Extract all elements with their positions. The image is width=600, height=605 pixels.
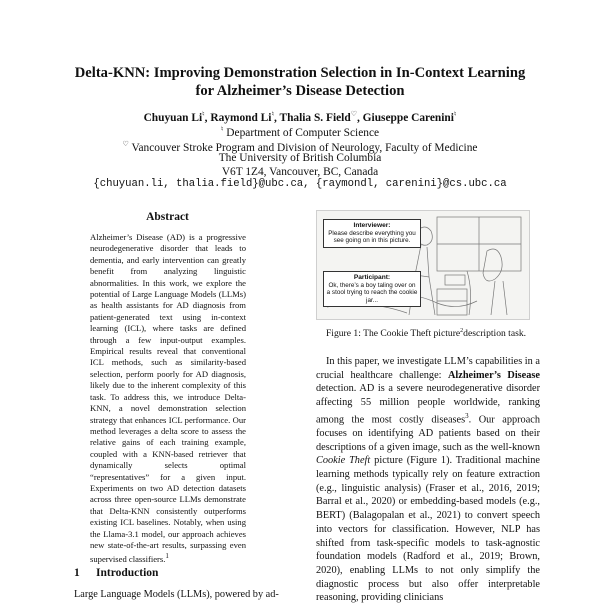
body-paragraph	[316, 355, 540, 605]
author-sep: ,	[204, 111, 211, 124]
title-line-2: for Alzheimer’s Disease Detection	[195, 83, 405, 99]
abstract-heading: Abstract	[146, 211, 189, 223]
body-bold-text: Alzheimer’s Disease	[447, 369, 540, 381]
interviewer-label: Interviewer:	[353, 222, 391, 229]
author-name: Chuyuan Li	[143, 111, 203, 124]
affiliation-line-4: V6T 1Z4, Vancouver, BC, Canada	[221, 166, 379, 178]
caption-text-end: description task.	[463, 328, 527, 340]
author-name: Raymond Li	[210, 111, 272, 124]
body-italic-text: Cookie Theft	[316, 455, 371, 467]
affiliation-text: Department of Computer Science	[226, 126, 380, 139]
author-sep: ,	[273, 111, 280, 124]
section-number: 1	[74, 567, 80, 579]
interviewer-text: Please describe everything you see going on in this picture.	[328, 229, 416, 245]
author-mark: ♮	[271, 110, 274, 118]
cookie-theft-figure	[316, 210, 530, 320]
abstract-body	[90, 232, 246, 566]
body-text: . Our approach focuses on identifying AD patients based on their descriptions of a given image, such as the well-known	[316, 414, 540, 453]
introduction-text: Large Language Models (LLMs), powered by ad-	[74, 589, 279, 600]
affiliation-text: Vancouver Stroke Program and Division of Neurology, Faculty of Medicine	[131, 141, 478, 154]
author-mark: ♮	[453, 110, 457, 118]
affiliation-mark: ♮	[220, 125, 224, 133]
author-mark: ♮	[202, 110, 205, 118]
section-title: Introduction	[96, 567, 159, 579]
participant-text: Ok, there’s a boy taling over on a stool trying to reach the cookie jar...	[326, 281, 418, 304]
author-sep: ,	[356, 111, 363, 124]
body-text: In this paper, we investigate LLM’s capabilities in a crucial healthcare challenge:	[316, 356, 540, 381]
caption-text: Figure 1: The Cookie Theft picture	[325, 328, 461, 340]
interviewer-bubble	[323, 219, 421, 248]
footnote-mark: 2	[460, 328, 464, 334]
title-line-1: Delta-KNN: Improving Demonstration Selection in In-Context Learning	[74, 65, 526, 81]
paper-title	[40, 64, 560, 100]
author-name: Giuseppe Carenini	[362, 111, 454, 124]
affiliation-line-3: The University of British Columbia	[218, 152, 382, 164]
section-heading-introduction	[74, 567, 158, 579]
footnote-mark: 1	[165, 552, 169, 561]
author-emails: {chuyuan.li, thalia.field}@ubc.ca, {raymondl, carenini}@cs.ubc.ca	[93, 178, 507, 190]
participant-bubble	[323, 271, 421, 307]
participant-label: Participant:	[353, 274, 391, 281]
author-mark: ♡	[350, 110, 357, 118]
abstract-text: Alzheimer’s Disease (AD) is a progressive neurodegenerative disorder that leads to dementia, and early intervention can greatly benefit from analyzing linguistic abnormalities. In this work, we explore the potential of Large Language Models (LLMs) as health assistants for AD diagnosis from patient-generated text using in-context learning (ICL), where tasks are defined through a few input-output examples. Empirical results reveal that conventional ICL methods, such as similarity-based selection, perform poorly for AD diagnosis, likely due to the inherent complexity of this task. To address this, we introduce Delta-KNN, a novel demonstration selection strategy that enhances ICL performance. Our method leverages a delta score to assess the relative gains of each training example, coupled with a KNN-based retriever that dynamically selects optimal “representatives” for a given input. Experiments on two AD detection datasets across three open-source LLMs demonstrate that Delta-KNN consistently outperforms existing ICL baselines. Notably, when using the Llama-3.1 model, our approach achieves new state-of-the-art results, surpassing even supervised classifiers.	[90, 232, 246, 565]
body-text: picture (Figure 1). Traditional machine learning methods typically rely on feature extraction (e.g., linguistic analysis) (Fraser et al., 2016, 2019; Barral et al., 2020) or embedding-based models (e.g., BERT) (Balagopalan et al., 2021) to convert speech into vectors for classification. However, NLP has shifted from task-specific models to task-agnostic foundation models (Radford et al., 2019; Brown, 2020), enabling LLMs to not only simplify the diagnostic process but also offer interpretable reasoning, providing clinicians	[316, 455, 540, 604]
figure-caption	[316, 328, 536, 339]
footnote-mark: 3	[465, 411, 469, 420]
author-name: Thalia S. Field	[279, 111, 351, 124]
affiliation-mark: ♡	[122, 140, 129, 148]
body-text: detection. AD is a severe neurodegenerative disorder affecting 55 million people worldwide, ranking among the most costly diseases	[316, 383, 540, 426]
